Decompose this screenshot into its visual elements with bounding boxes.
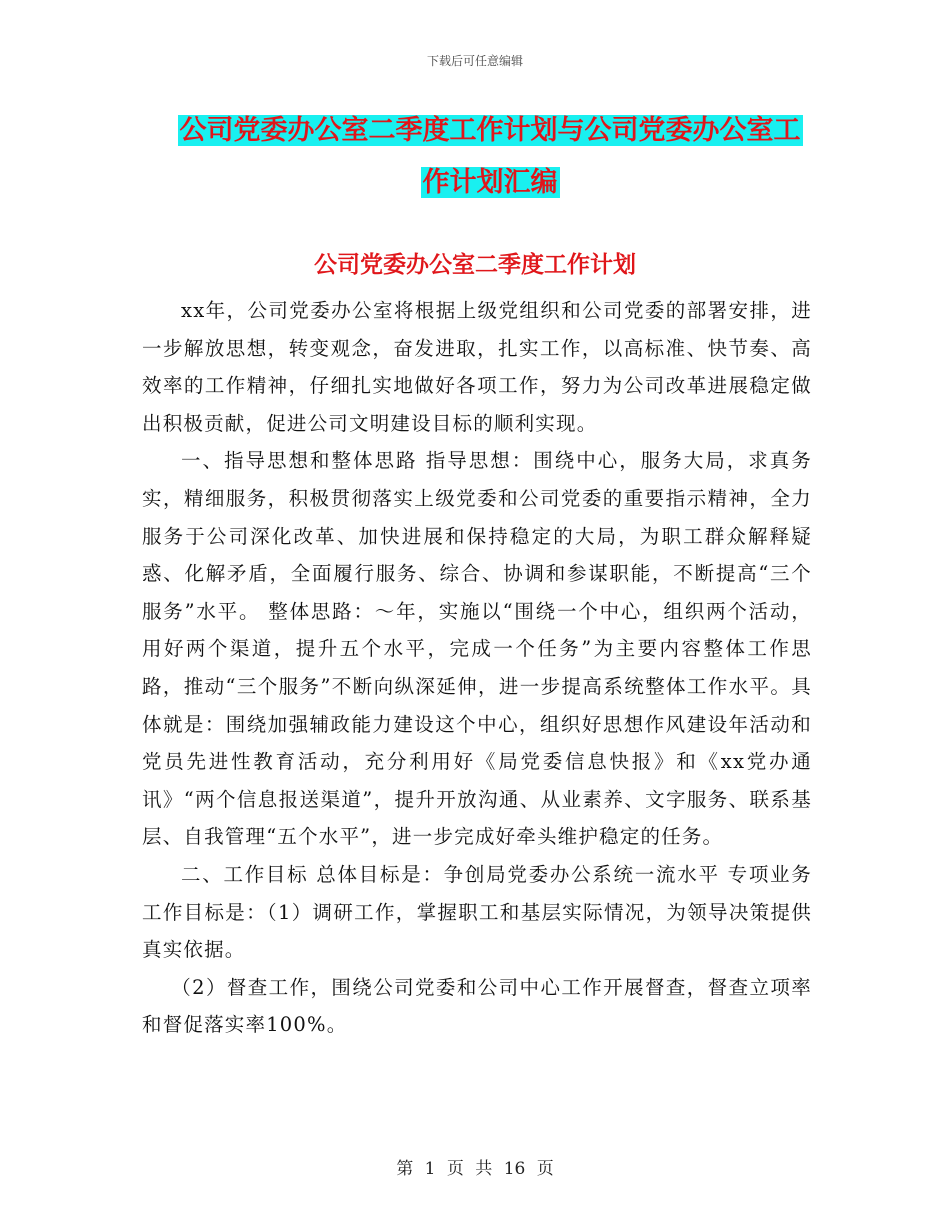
section-title: 公司党委办公室二季度工作计划 — [314, 252, 636, 278]
page-footer: 第 1 页 共 16 页 — [396, 1159, 554, 1179]
header-note: 下载后可任意编辑 — [426, 54, 523, 68]
title-line-1: 公司党委办公室二季度工作计划与公司党委办公室工 — [179, 115, 801, 146]
paragraph-work-goals: 二、工作目标 总体目标是：争创局党委办公系统一流水平 专项业务工作目标是：（1）调研工作，掌握职工和基层实际情况，为领导决策提供真实依据。 — [142, 862, 812, 962]
document-body — [142, 292, 812, 1044]
paragraph-guiding-ideas: 一、指导思想和整体思路 指导思想：围绕中心，服务大局，求真务实，精细服务，积极贯彻落实上级党委和公司党委的重要指示精神，全力服务于公司深化改革、加快进展和保持稳定的大局，为职工群众解释疑惑、化解矛盾，全面履行服务、综合、协调和参谋职能，不断提高“三个服务”水平。 整体思路：～年，实施以“围绕一个中心，组织两个活动，用好两个渠道，提升五个水平，完成一个任务”为主要内容整体工作思路，推动“三个服务”不断向纵深延伸，进一步提高系统整体工作水平。具体就是：围绕加强辅政能力建设这个中心，组织好思想作风建设年活动和党员先进性教育活动，充分利用好《局党委信息快报》和《xx党办通讯》“两个信息报送渠道”，提升开放沟通、从业素养、文字服务、联系基层、自我管理“五个水平”，进一步完成好牵头维护稳定的任务。 — [142, 449, 812, 849]
paragraph-supervision: （2）督查工作，围绕公司党委和公司中心工作开展督查，督查立项率和督促落实率100%。 — [142, 975, 812, 1037]
paragraph-intro: xx年，公司党委办公室将根据上级党组织和公司党委的部署安排，进一步解放思想，转变观念，奋发进取，扎实工作，以高标准、快节奏、高效率的工作精神，仔细扎实地做好各项工作，努力为公司改革进展稳定做出积极贡献，促进公司文明建设目标的顺利实现。 — [142, 299, 812, 435]
document-title — [130, 105, 850, 209]
title-line-2: 作计划汇编 — [422, 167, 558, 198]
